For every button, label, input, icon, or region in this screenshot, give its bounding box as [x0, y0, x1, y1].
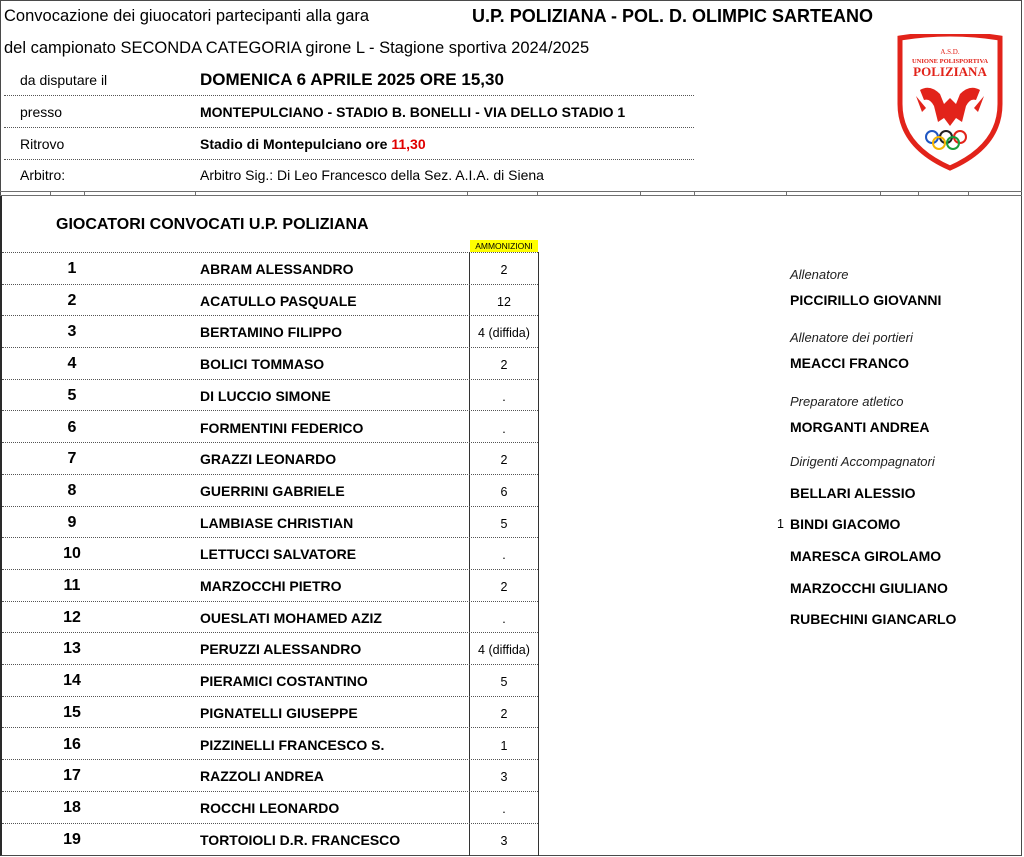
- ammo-header: AMMONIZIONI: [470, 240, 538, 252]
- gk-coach-role: Allenatore dei portieri: [790, 330, 913, 345]
- date-label: da disputare il: [20, 72, 108, 88]
- player-name: DI LUCCIO SIMONE: [200, 387, 331, 404]
- player-number: 7: [67, 450, 77, 468]
- header-line1: Convocazione dei giuocatori partecipanti alla gara: [4, 7, 370, 25]
- player-number: 12: [63, 608, 81, 626]
- player-ammo: 5: [500, 675, 508, 690]
- coach-role: Allenatore: [790, 267, 849, 282]
- table-row: [0, 285, 538, 317]
- player-ammo: .: [502, 611, 506, 626]
- player-ammo: 5: [500, 516, 508, 531]
- player-ammo: .: [502, 801, 506, 816]
- player-number: 19: [63, 830, 81, 848]
- player-ammo: .: [502, 548, 506, 563]
- player-name: BOLICI TOMMASO: [200, 356, 325, 373]
- player-name: OUESLATI MOHAMED AZIZ: [200, 609, 382, 626]
- table-row: [0, 253, 538, 285]
- info-divider: [4, 127, 694, 128]
- player-name: MARZOCCHI PIETRO: [200, 578, 342, 594]
- player-name: LETTUCCI SALVATORE: [200, 546, 357, 563]
- player-number: 8: [67, 481, 77, 499]
- manager-marker: 1: [777, 517, 784, 531]
- player-ammo: 3: [500, 770, 508, 785]
- player-ammo: .: [502, 389, 506, 404]
- player-number: 17: [63, 767, 81, 785]
- player-name: RAZZOLI ANDREA: [200, 768, 324, 785]
- player-number: 5: [67, 386, 77, 404]
- player-name: GRAZZI LEONARDO: [200, 451, 337, 468]
- table-row: [0, 538, 538, 570]
- player-ammo: 4 (diffida): [478, 326, 530, 341]
- logo-top-text: A.S.D.: [940, 48, 960, 56]
- table-row: [0, 633, 538, 665]
- player-name: PIZZINELLI FRANCESCO S.: [200, 736, 385, 753]
- match-title: U.P. POLIZIANA - POL. D. OLIMPIC SARTEANO: [472, 6, 874, 26]
- table-row: [0, 665, 538, 697]
- table-row: [0, 602, 538, 634]
- managers-role: Dirigenti Accompagnatori: [790, 454, 935, 469]
- player-ammo: 2: [500, 263, 508, 277]
- table-row: [0, 570, 538, 602]
- player-name: LAMBIASE CHRISTIAN: [200, 514, 354, 531]
- player-number: 2: [67, 291, 77, 309]
- gk-coach-name: MEACCI FRANCO: [790, 355, 909, 371]
- players-title: GIOCATORI CONVOCATI U.P. POLIZIANA: [56, 216, 369, 233]
- logo-mid-text: UNIONE POLISPORTIVA: [911, 58, 989, 65]
- player-ammo: 6: [500, 484, 508, 499]
- ammo-col-right: [538, 252, 539, 856]
- info-divider: [4, 159, 694, 160]
- meet-place: Stadio di Montepulciano ore: [200, 136, 388, 152]
- player-name: ROCCHI LEONARDO: [200, 799, 340, 816]
- player-number: 11: [63, 577, 81, 594]
- manager-name: BELLARI ALESSIO: [790, 485, 916, 501]
- manager-name: MARESCA GIROLAMO: [790, 548, 942, 564]
- player-number: 9: [67, 513, 77, 531]
- player-ammo: 4 (diffida): [478, 643, 530, 658]
- table-row: [0, 412, 538, 444]
- player-name: TORTOIOLI D.R. FRANCESCO: [200, 831, 401, 848]
- player-name: ABRAM ALESSANDRO: [200, 261, 354, 277]
- manager-name: BINDI GIACOMO: [790, 516, 901, 532]
- player-number: 18: [63, 798, 81, 816]
- player-ammo: 2: [500, 453, 508, 468]
- player-number: 4: [67, 355, 77, 373]
- player-ammo: 3: [500, 833, 508, 848]
- player-number: 15: [63, 703, 81, 721]
- player-ammo: 2: [500, 706, 508, 721]
- referee-label: Arbitro:: [20, 167, 66, 183]
- table-row: [0, 475, 538, 507]
- table-row: [0, 697, 538, 729]
- player-ammo: 1: [500, 738, 508, 753]
- table-row: [0, 316, 538, 348]
- club-logo: [896, 34, 1004, 172]
- player-name: GUERRINI GABRIELE: [200, 482, 345, 499]
- referee-value: Arbitro Sig.: Di Leo Francesco della Sez. A.I.A. di Siena: [200, 167, 544, 183]
- player-name: PIGNATELLI GIUSEPPE: [200, 704, 358, 721]
- manager-name: RUBECHINI GIANCARLO: [790, 611, 957, 627]
- table-row: [0, 443, 538, 475]
- player-name: PIERAMICI COSTANTINO: [200, 673, 368, 690]
- table-row: [0, 380, 538, 412]
- coach-name: PICCIRILLO GIOVANNI: [790, 292, 942, 308]
- table-row: [0, 760, 538, 792]
- table-row: [0, 507, 538, 539]
- table-row: [0, 824, 538, 856]
- date-value: DOMENICA 6 APRILE 2025 ORE 15,30: [200, 70, 504, 89]
- player-number: 13: [63, 640, 81, 658]
- fitness-name: MORGANTI ANDREA: [790, 419, 930, 435]
- player-name: ACATULLO PASQUALE: [200, 292, 357, 309]
- player-number: 3: [67, 323, 77, 341]
- player-number: 10: [63, 545, 81, 563]
- player-number: 16: [63, 735, 81, 753]
- table-row: [0, 792, 538, 824]
- player-ammo: 12: [497, 294, 511, 309]
- meet-value: [200, 136, 426, 152]
- player-name: FORMENTINI FEDERICO: [200, 419, 364, 436]
- info-divider: [4, 95, 694, 96]
- meet-time: 11,30: [391, 136, 426, 152]
- table-row: [0, 348, 538, 380]
- table-row: [0, 729, 538, 761]
- venue-value: MONTEPULCIANO - STADIO B. BONELLI - VIA DELLO STADIO 1: [200, 104, 626, 120]
- player-name: BERTAMINO FILIPPO: [200, 324, 343, 341]
- shield-icon: [896, 34, 1004, 172]
- player-name: PERUZZI ALESSANDRO: [200, 641, 362, 658]
- player-ammo: 2: [500, 358, 508, 373]
- player-ammo: .: [502, 421, 506, 436]
- logo-name: POLIZIANA: [913, 64, 987, 79]
- player-number: 6: [67, 418, 77, 436]
- player-number: 14: [63, 672, 81, 690]
- venue-label: presso: [20, 104, 63, 120]
- player-ammo: 2: [500, 580, 508, 594]
- header-line2: del campionato SECONDA CATEGORIA girone L - Stagione sportiva 2024/2025: [4, 39, 590, 57]
- meet-label: Ritrovo: [20, 136, 65, 152]
- player-number: 1: [67, 260, 77, 277]
- fitness-role: Preparatore atletico: [790, 394, 904, 409]
- manager-name: MARZOCCHI GIULIANO: [790, 580, 948, 596]
